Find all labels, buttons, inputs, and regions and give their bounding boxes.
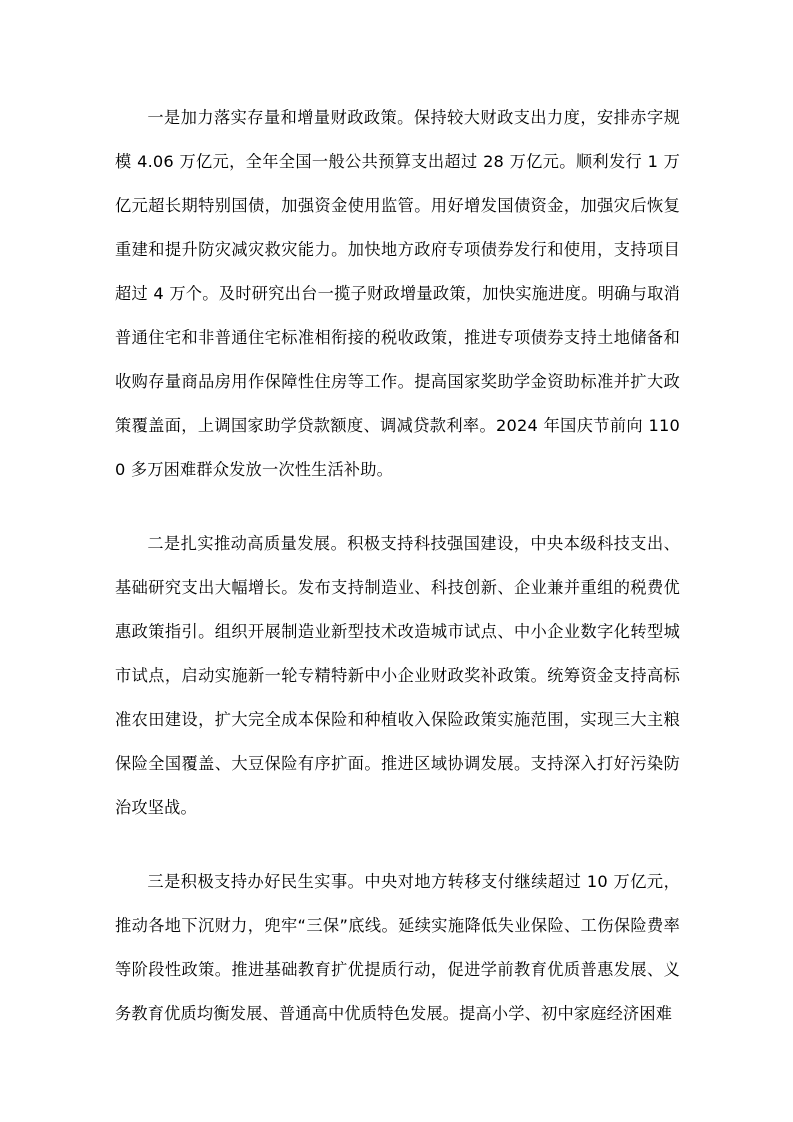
paragraph-one: 一是加力落实存量和增量财政政策。保持较大财政支出力度，安排赤字规模 4.06 万亿元，全年全国一般公共预算支出超过 28 万亿元。顺利发行 1 万亿元超长期特别国债，加强资金使用监管。用好增发国债资金，加强灾后恢复重建和提升防灾减灾救灾能力。加快地方政府专项债券发行和使用，支持项目超过 4 万个。及时研究出台一揽子财政增量政策，加快实施进度。明确与取消普通住宅和非普通住宅标准相衔接的税收政策，推进专项债券支持土地储备和收购存量商品房用作保障性住房等工作。提高国家奖助学金资助标准并扩大政策覆盖面，上调国家助学贷款额度、调减贷款利率。2024 年国庆节前向 1100 多万困难群众发放一次性生活补助。: [115, 108, 680, 479]
paragraph-three: 三是积极支持办好民生实事。中央对地方转移支付继续超过 10 万亿元，推动各地下沉财力，兜牢“三保”底线。延续实施降低失业保险、工伤保险费率等阶段性政策。推进基础教育扩优提质行动，促进学前教育优质普惠发展、义务教育优质均衡发展、普通高中优质特色发展。提高小学、初中家庭经济困难: [115, 872, 680, 1023]
paragraph-two: 二是扎实推动高质量发展。积极支持科技强国建设，中央本级科技支出、基础研究支出大幅增长。发布支持制造业、科技创新、企业兼并重组的税费优惠政策指引。组织开展制造业新型技术改造城市试点、中小企业数字化转型城市试点，启动实施新一轮专精特新中小企业财政奖补政策。统筹资金支持高标准农田建设，扩大完全成本保险和种植收入保险政策实施范围，实现三大主粮保险全国覆盖、大豆保险有序扩面。推进区域协调发展。支持深入打好污染防治攻坚战。: [115, 534, 680, 817]
document-body: [115, 96, 680, 1036]
